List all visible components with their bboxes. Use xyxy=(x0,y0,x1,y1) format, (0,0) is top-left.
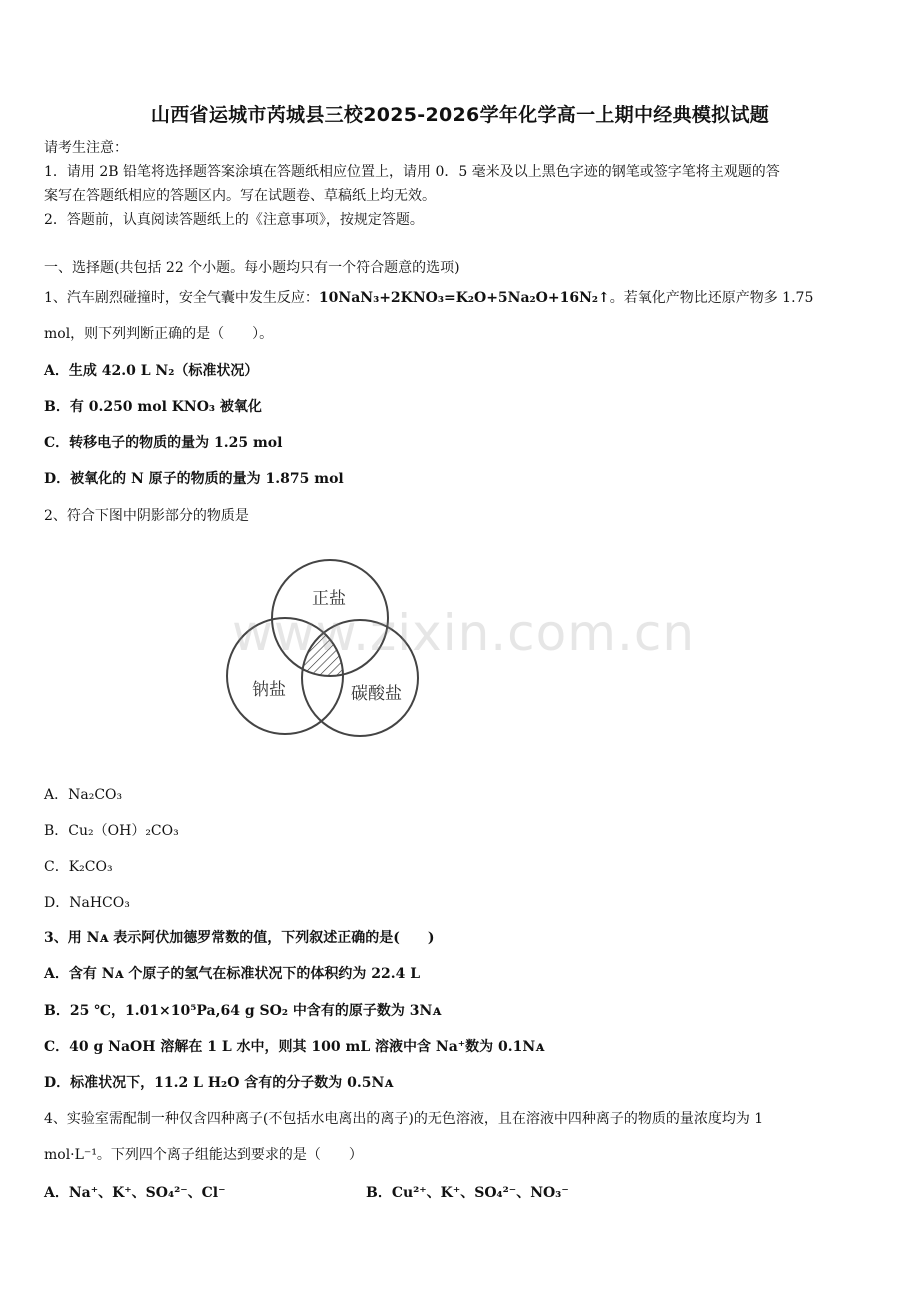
q3-stem: 3、用 Nᴀ 表示阿伏加德罗常数的值，下列叙述正确的是( ) xyxy=(44,930,435,946)
q2-option-c: C．K₂CO₃ xyxy=(44,859,113,875)
q4-option-a: A．Na⁺、K⁺、SO₄²⁻、Cl⁻ xyxy=(44,1185,226,1201)
q1-reaction: 10NaN₃+2KNO₃=K₂O+5Na₂O+16N₂↑ xyxy=(318,290,610,306)
q1-option-b: B．有 0.250 mol KNO₃ 被氧化 xyxy=(44,399,262,415)
notice-line-2: 案写在答题纸相应的答题区内。写在试题卷、草稿纸上均无效。 xyxy=(44,188,436,204)
q1-option-a: A．生成 42.0 L N₂（标准状况） xyxy=(44,363,259,379)
q4-stem-continued: mol·L⁻¹。下列四个离子组能达到要求的是（ ） xyxy=(44,1147,363,1163)
q4-stem: 4、实验室需配制一种仅含四种离子(不包括水电离出的离子)的无色溶液，且在溶液中四种离子的物质的量浓度均为 1 xyxy=(44,1111,764,1127)
q2-option-b: B．Cu₂（OH）₂CO₃ xyxy=(44,823,179,839)
q1-stem-a: 汽车剧烈碰撞时，安全气囊中发生反应： xyxy=(66,290,319,306)
q1-option-c: C．转移电子的物质的量为 1.25 mol xyxy=(44,435,283,451)
venn-label-left: 钠盐 xyxy=(252,680,286,700)
q3-option-b: B．25 ℃，1.01×10⁵Pa,64 g SO₂ 中含有的原子数为 3Nᴀ xyxy=(44,1003,442,1019)
q2-option-d: D．NaHCO₃ xyxy=(44,895,130,911)
q4-option-b: B．Cu²⁺、K⁺、SO₄²⁻、NO₃⁻ xyxy=(366,1185,569,1201)
page-title: 山西省运城市芮城县三校2025-2026学年化学高一上期中经典模拟试题 xyxy=(150,104,770,126)
q1-stem-b: 。若氧化产物比还原产物多 1.75 xyxy=(609,290,814,306)
q3-option-c: C．40 g NaOH 溶解在 1 L 水中，则其 100 mL 溶液中含 Na⁺数为 0.1Nᴀ xyxy=(44,1039,545,1055)
notice-line-3: 2．答题前，认真阅读答题纸上的《注意事项》，按规定答题。 xyxy=(44,212,424,228)
notice-heading: 请考生注意： xyxy=(44,140,128,156)
notice-line-1: 1．请用 2B 铅笔将选择题答案涂填在答题纸相应位置上，请用 0．5 毫米及以上黑色字迹的钢笔或签字笔将主观题的答 xyxy=(44,164,780,180)
watermark: www.zixin.com.cn xyxy=(232,604,696,662)
q2-stem: 2、符合下图中阴影部分的物质是 xyxy=(44,508,249,524)
q1-stem xyxy=(44,288,813,308)
q1-stem-continued: mol，则下列判断正确的是（ ）。 xyxy=(44,326,274,342)
q1-option-d: D．被氧化的 N 原子的物质的量为 1.875 mol xyxy=(44,471,344,487)
q2-option-a: A．Na₂CO₃ xyxy=(44,787,123,803)
q3-option-a: A．含有 Nᴀ 个原子的氢气在标准状况下的体积约为 22.4 L xyxy=(44,966,421,982)
q1-number: 1、 xyxy=(44,290,67,306)
venn-label-top: 正盐 xyxy=(312,589,346,609)
section-heading: 一、选择题(共包括 22 个小题。每小题均只有一个符合题意的选项) xyxy=(44,260,460,276)
q3-option-d: D．标准状况下，11.2 L H₂O 含有的分子数为 0.5Nᴀ xyxy=(44,1075,394,1091)
venn-label-right: 碳酸盐 xyxy=(351,684,402,704)
